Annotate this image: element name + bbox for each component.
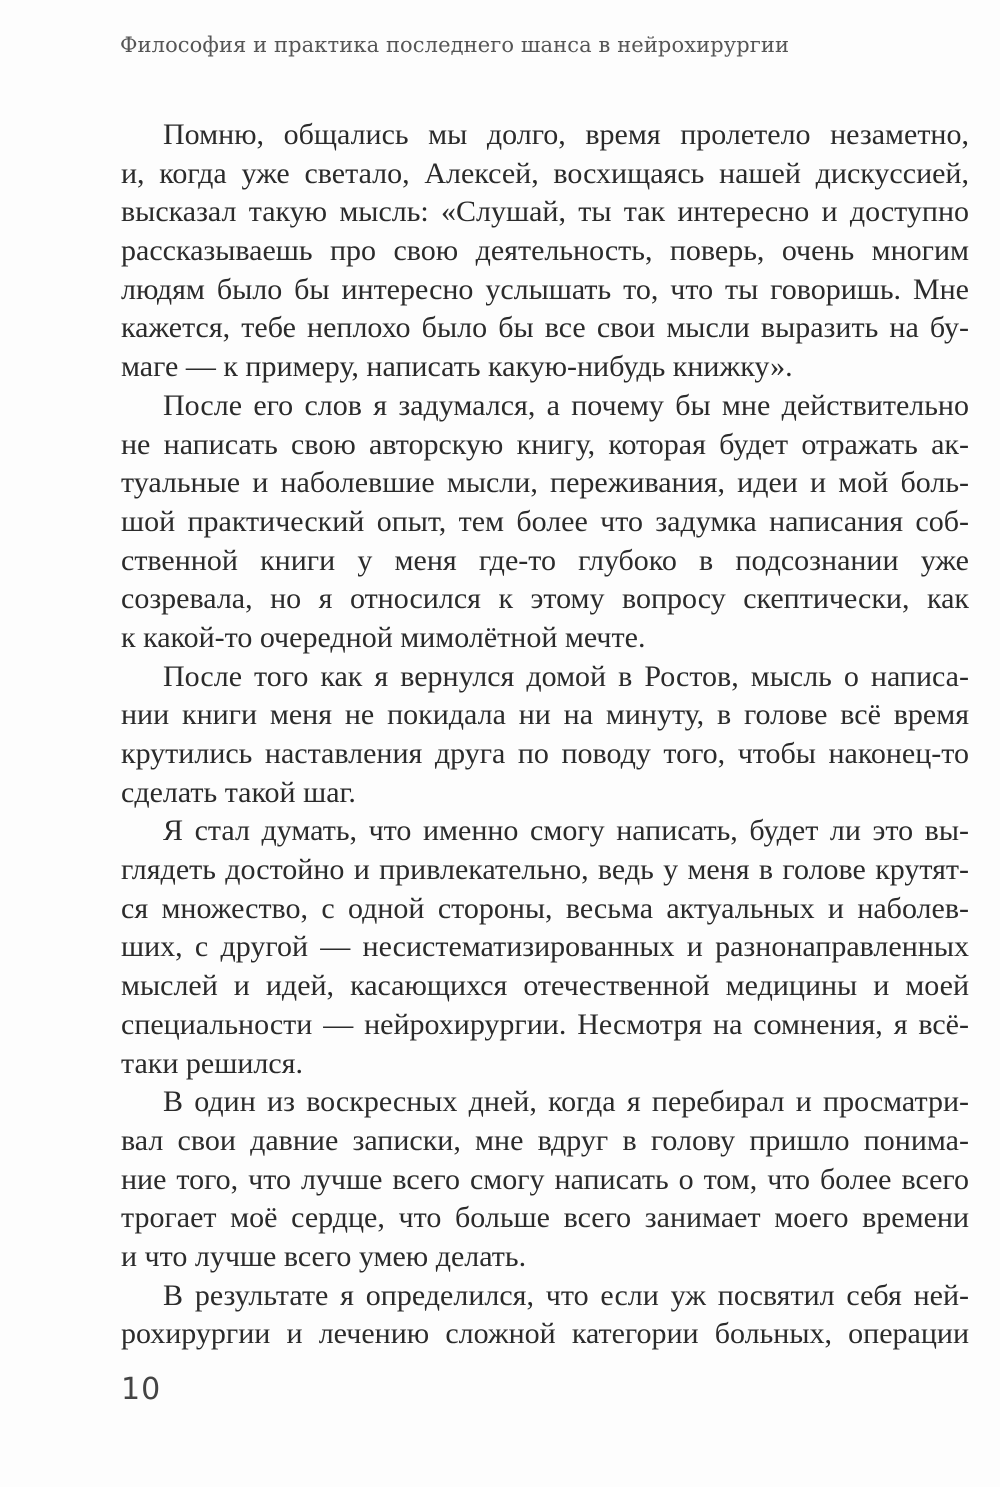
text-line: вал свои давние записки, мне вдруг в голову пришло понима- [121, 1123, 969, 1157]
text-line: После того как я вернулся домой в Ростов, мысль о написа- [163, 659, 969, 693]
text-line: маге — к примеру, написать какую-нибудь книжку». [121, 350, 793, 384]
text-line: После его слов я задумался, а почему бы мне действительно [163, 388, 969, 422]
text-line: специальности — нейрохирургии. Несмотря на сомнения, я всё- [121, 1007, 969, 1041]
text-line: ние того, что лучше всего смогу написать о том, что более всего [121, 1162, 969, 1196]
text-line: Помню, общались мы долго, время пролетело незаметно, [163, 118, 969, 151]
text-line: рохирургии и лечению сложной категории больных, операции [121, 1317, 969, 1351]
text-line: шой практический опыт, тем более что задумка написания соб- [121, 504, 969, 538]
text-line: сделать такой шаг. [121, 775, 356, 809]
text-line: созревала, но я относился к этому вопросу скептически, как [121, 582, 969, 616]
text-line: не написать свою авторскую книгу, которая будет отражать ак- [121, 427, 969, 461]
text-line: высказал такую мысль: «Слушай, ты так интересно и доступно [121, 195, 969, 229]
text-line: мыслей и идей, касающихся отечественной медицины и моей [121, 969, 969, 1003]
text-line: В один из воскресных дней, когда я перебирал и просматри- [163, 1085, 969, 1119]
text-line: и что лучше всего умею делать. [121, 1239, 527, 1273]
text-line: таки решился. [121, 1046, 303, 1080]
text-line: Я стал думать, что именно смогу написать, будет ли это вы- [163, 814, 969, 848]
text-line: рассказываешь про свою деятельность, поверь, очень многим [121, 234, 969, 268]
text-line: людям было бы интересно услышать то, что ты говоришь. Мне [121, 272, 969, 306]
text-line: ся множество, с одной стороны, весьма актуальных и наболев- [121, 891, 969, 925]
text-line: кажется, тебе неплохо было бы все свои мысли выразить на бу- [121, 311, 969, 345]
body-text [121, 116, 969, 1354]
text-line: к какой-то очередной мимолётной мечте. [121, 620, 646, 654]
text-line: В результате я определился, что если уж посвятил себя ней- [163, 1278, 969, 1312]
running-head: Философия и практика последнего шанса в нейрохирургии [120, 33, 790, 57]
text-line: туальные и наболевшие мысли, переживания, идеи и мой боль- [121, 466, 969, 500]
text-line: ших, с другой — несистематизированных и разнонаправленных [121, 930, 969, 964]
text-line: нии книги меня не покидала ни на минуту, в голове всё время [121, 698, 969, 732]
text-line: ственной книги у меня где-то глубоко в подсознании уже [121, 543, 969, 577]
page-number: 10 [121, 1372, 162, 1407]
text-line: глядеть достойно и привлекательно, ведь у меня в голове крутят- [121, 853, 969, 887]
text-line: крутились наставления друга по поводу того, чтобы наконец-то [121, 737, 969, 770]
text-line: трогает моё сердце, что больше всего занимает моего времени [121, 1201, 969, 1235]
text-line: и, когда уже светало, Алексей, восхищаясь нашей дискуссией, [121, 156, 969, 190]
